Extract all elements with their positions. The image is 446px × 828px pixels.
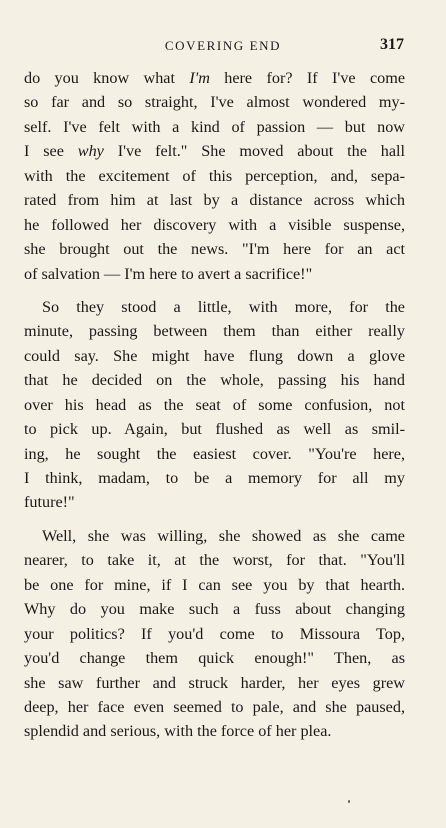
text-line: rated from him at last by a distance across which	[24, 191, 405, 210]
text-line: nearer, to take it, at the worst, for that. "You'll	[24, 551, 405, 570]
text-line: minute, passing between them than either really	[24, 322, 405, 341]
text-line: I think, madam, to be a memory for all my	[24, 469, 405, 487]
body-text	[24, 66, 405, 744]
text-line: with the excitement of this perception, and, sepa-	[24, 166, 405, 185]
text-line: of salvation — I'm here to avert a sacrifice!"	[24, 264, 313, 283]
text-line: splendid and serious, with the force of her plea.	[24, 722, 332, 741]
text-line: be one for mine, if I can see you by that hearth.	[24, 575, 405, 594]
text-line: deep, her face even seemed to pale, and she paused,	[24, 697, 405, 716]
text-line: she saw further and struck harder, her eyes grew	[24, 673, 405, 692]
running-head	[0, 36, 446, 56]
text-line: Well, she was willing, she showed as she came	[42, 526, 405, 545]
text-line: you'd change them quick enough!" Then, as	[24, 649, 405, 668]
text-line: over his head as the seat of some confusion, not	[24, 395, 405, 414]
text-line: she brought out the news. "I'm here for an act	[24, 240, 405, 259]
text-line: future!"	[24, 493, 75, 512]
text-line: So they stood a little, with more, for the	[42, 297, 405, 316]
text-line: so far and so straight, I've almost wondered my-	[24, 93, 405, 112]
text-line: your politics? If you'd come to Missoura Top,	[24, 624, 405, 643]
page-number: 317	[380, 36, 404, 53]
text-line: do you know what I'm here for? If I've come	[24, 69, 405, 87]
text-line: ing, he sought the easiest cover. "You're here,	[24, 444, 405, 463]
running-title: COVERING END	[164, 38, 282, 53]
text-line: could say. She might have flung down a glove	[24, 346, 405, 365]
text-line: that he decided on the whole, passing his hand	[24, 371, 405, 390]
paper-speck	[348, 800, 350, 803]
text-line: he followed her discovery with a visible suspense,	[24, 215, 405, 234]
text-line: to pick up. Again, but flushed as well as smil-	[24, 420, 405, 439]
text-line: Why do you make such a fuss about changing	[24, 600, 405, 619]
text-line: I see why I've felt." She moved about the hall	[24, 142, 405, 161]
text-line: self. I've felt with a kind of passion — but now	[24, 117, 405, 136]
